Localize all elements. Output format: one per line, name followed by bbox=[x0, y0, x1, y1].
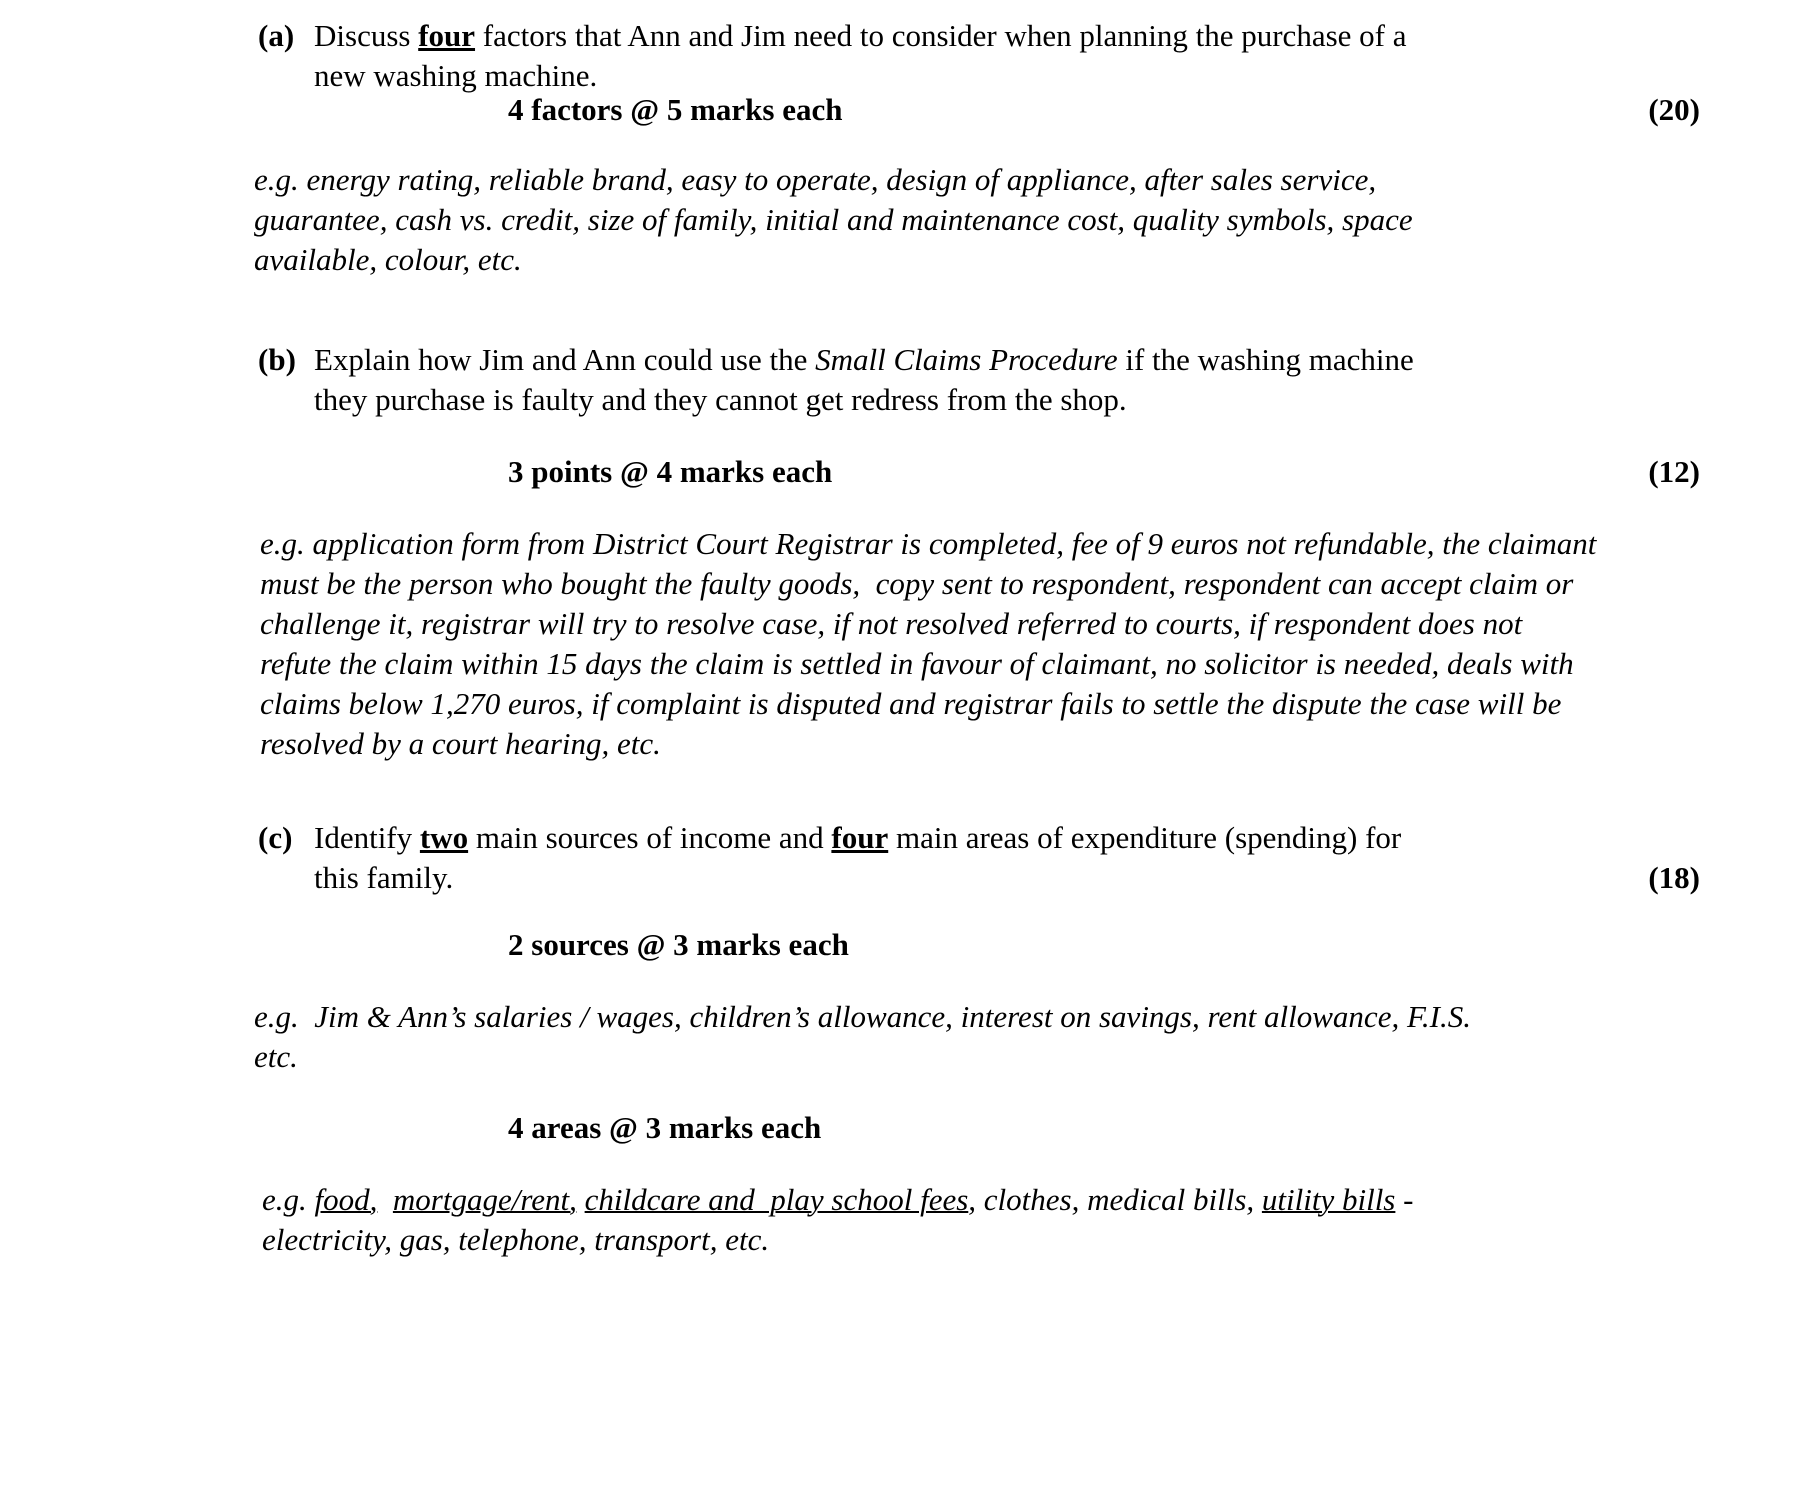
question-c-part1: Identify bbox=[314, 820, 420, 855]
question-c-line2: this family. bbox=[314, 860, 454, 895]
question-c-label: (c) bbox=[258, 820, 293, 855]
question-c-text bbox=[314, 818, 1401, 898]
question-b-line2: they purchase is faulty and they cannot get redress from the shop. bbox=[314, 382, 1127, 417]
expenditure-middle: , clothes, medical bills, bbox=[968, 1182, 1262, 1217]
expenditure-item-food: food, bbox=[314, 1182, 378, 1217]
example-answers-c-expenditure-text bbox=[262, 1180, 1542, 1260]
marks-total-c: (18) bbox=[1648, 860, 1700, 895]
question-b-line1-pre: Explain how Jim and Ann could use the bbox=[314, 342, 816, 377]
marks-allocation-a: 4 factors @ 5 marks each bbox=[508, 92, 843, 127]
expenditure-gap-2 bbox=[577, 1182, 585, 1217]
question-c-emphasis-four: four bbox=[831, 820, 889, 855]
expenditure-gap-1 bbox=[377, 1182, 393, 1217]
example-answers-a bbox=[254, 160, 1514, 280]
question-a-label: (a) bbox=[258, 18, 295, 53]
question-b-emphasis-small-claims-procedure: Small Claims Procedure bbox=[815, 342, 1118, 377]
question-b-text bbox=[314, 340, 1414, 420]
marks-allocation-b: 3 points @ 4 marks each bbox=[508, 454, 833, 489]
question-a-line1-pre: Discuss bbox=[314, 18, 419, 53]
example-answers-b bbox=[260, 524, 1605, 764]
expenditure-item-mortgage-rent: mortgage/rent, bbox=[392, 1182, 577, 1217]
question-a bbox=[258, 16, 1438, 96]
question-a-text bbox=[314, 16, 1406, 96]
example-answers-c-income-text: e.g. Jim & Ann’s salaries / wages, children’s allowance, interest on savings, rent allowance, F.I.S. etc. bbox=[254, 999, 1479, 1074]
example-answers-b-text: e.g. application form from District Court Registrar is completed, fee of 9 euros not refundable, the claimant must be the person who bought the faulty goods, copy sent to respondent, respondent can accept claim or challenge it, registrar will try to resolve case, if not resolved referred to courts, if respondent does not refute the claim within 15 days the claim is settled in favour of claimant, no solicitor is needed, deals with claims below 1,270 euros, if complaint is disputed and registrar fails to settle the dispute the case will be resolved by a court hearing, etc. bbox=[260, 526, 1605, 761]
expenditure-prefix: e.g. bbox=[262, 1182, 315, 1217]
question-b-line1-post: if the washing machine bbox=[1117, 342, 1414, 377]
question-c-part3: main areas of expenditure (spending) for bbox=[888, 820, 1402, 855]
question-c bbox=[258, 818, 1458, 898]
expenditure-item-childcare: childcare and play school fees bbox=[584, 1182, 969, 1217]
marks-allocation-c-expenditure: 4 areas @ 3 marks each bbox=[508, 1110, 822, 1145]
question-c-part2: main sources of income and bbox=[468, 820, 832, 855]
question-b bbox=[258, 340, 1458, 420]
question-a-line1-post: factors that Ann and Jim need to consider when planning the purchase of a bbox=[475, 18, 1407, 53]
example-answers-a-text: e.g. energy rating, reliable brand, easy to operate, design of appliance, after sales service, guarantee, cash vs. credit, size of family, initial and maintenance cost, quality symbols, space available, colour, etc. bbox=[254, 162, 1421, 277]
example-answers-c-income bbox=[254, 997, 1514, 1077]
example-answers-c-expenditure bbox=[262, 1180, 1542, 1260]
expenditure-suffix: - electricity, gas, telephone, transport, etc. bbox=[262, 1182, 1422, 1257]
expenditure-item-utility-bills: utility bills bbox=[1261, 1182, 1396, 1217]
marks-total-a: (20) bbox=[1648, 92, 1700, 127]
question-b-label: (b) bbox=[258, 342, 296, 377]
question-a-line2: new washing machine. bbox=[314, 58, 598, 93]
marks-allocation-c-income: 2 sources @ 3 marks each bbox=[508, 927, 849, 962]
marks-total-b: (12) bbox=[1648, 454, 1700, 489]
question-a-emphasis-four: four bbox=[418, 18, 476, 53]
question-c-emphasis-two: two bbox=[419, 820, 469, 855]
